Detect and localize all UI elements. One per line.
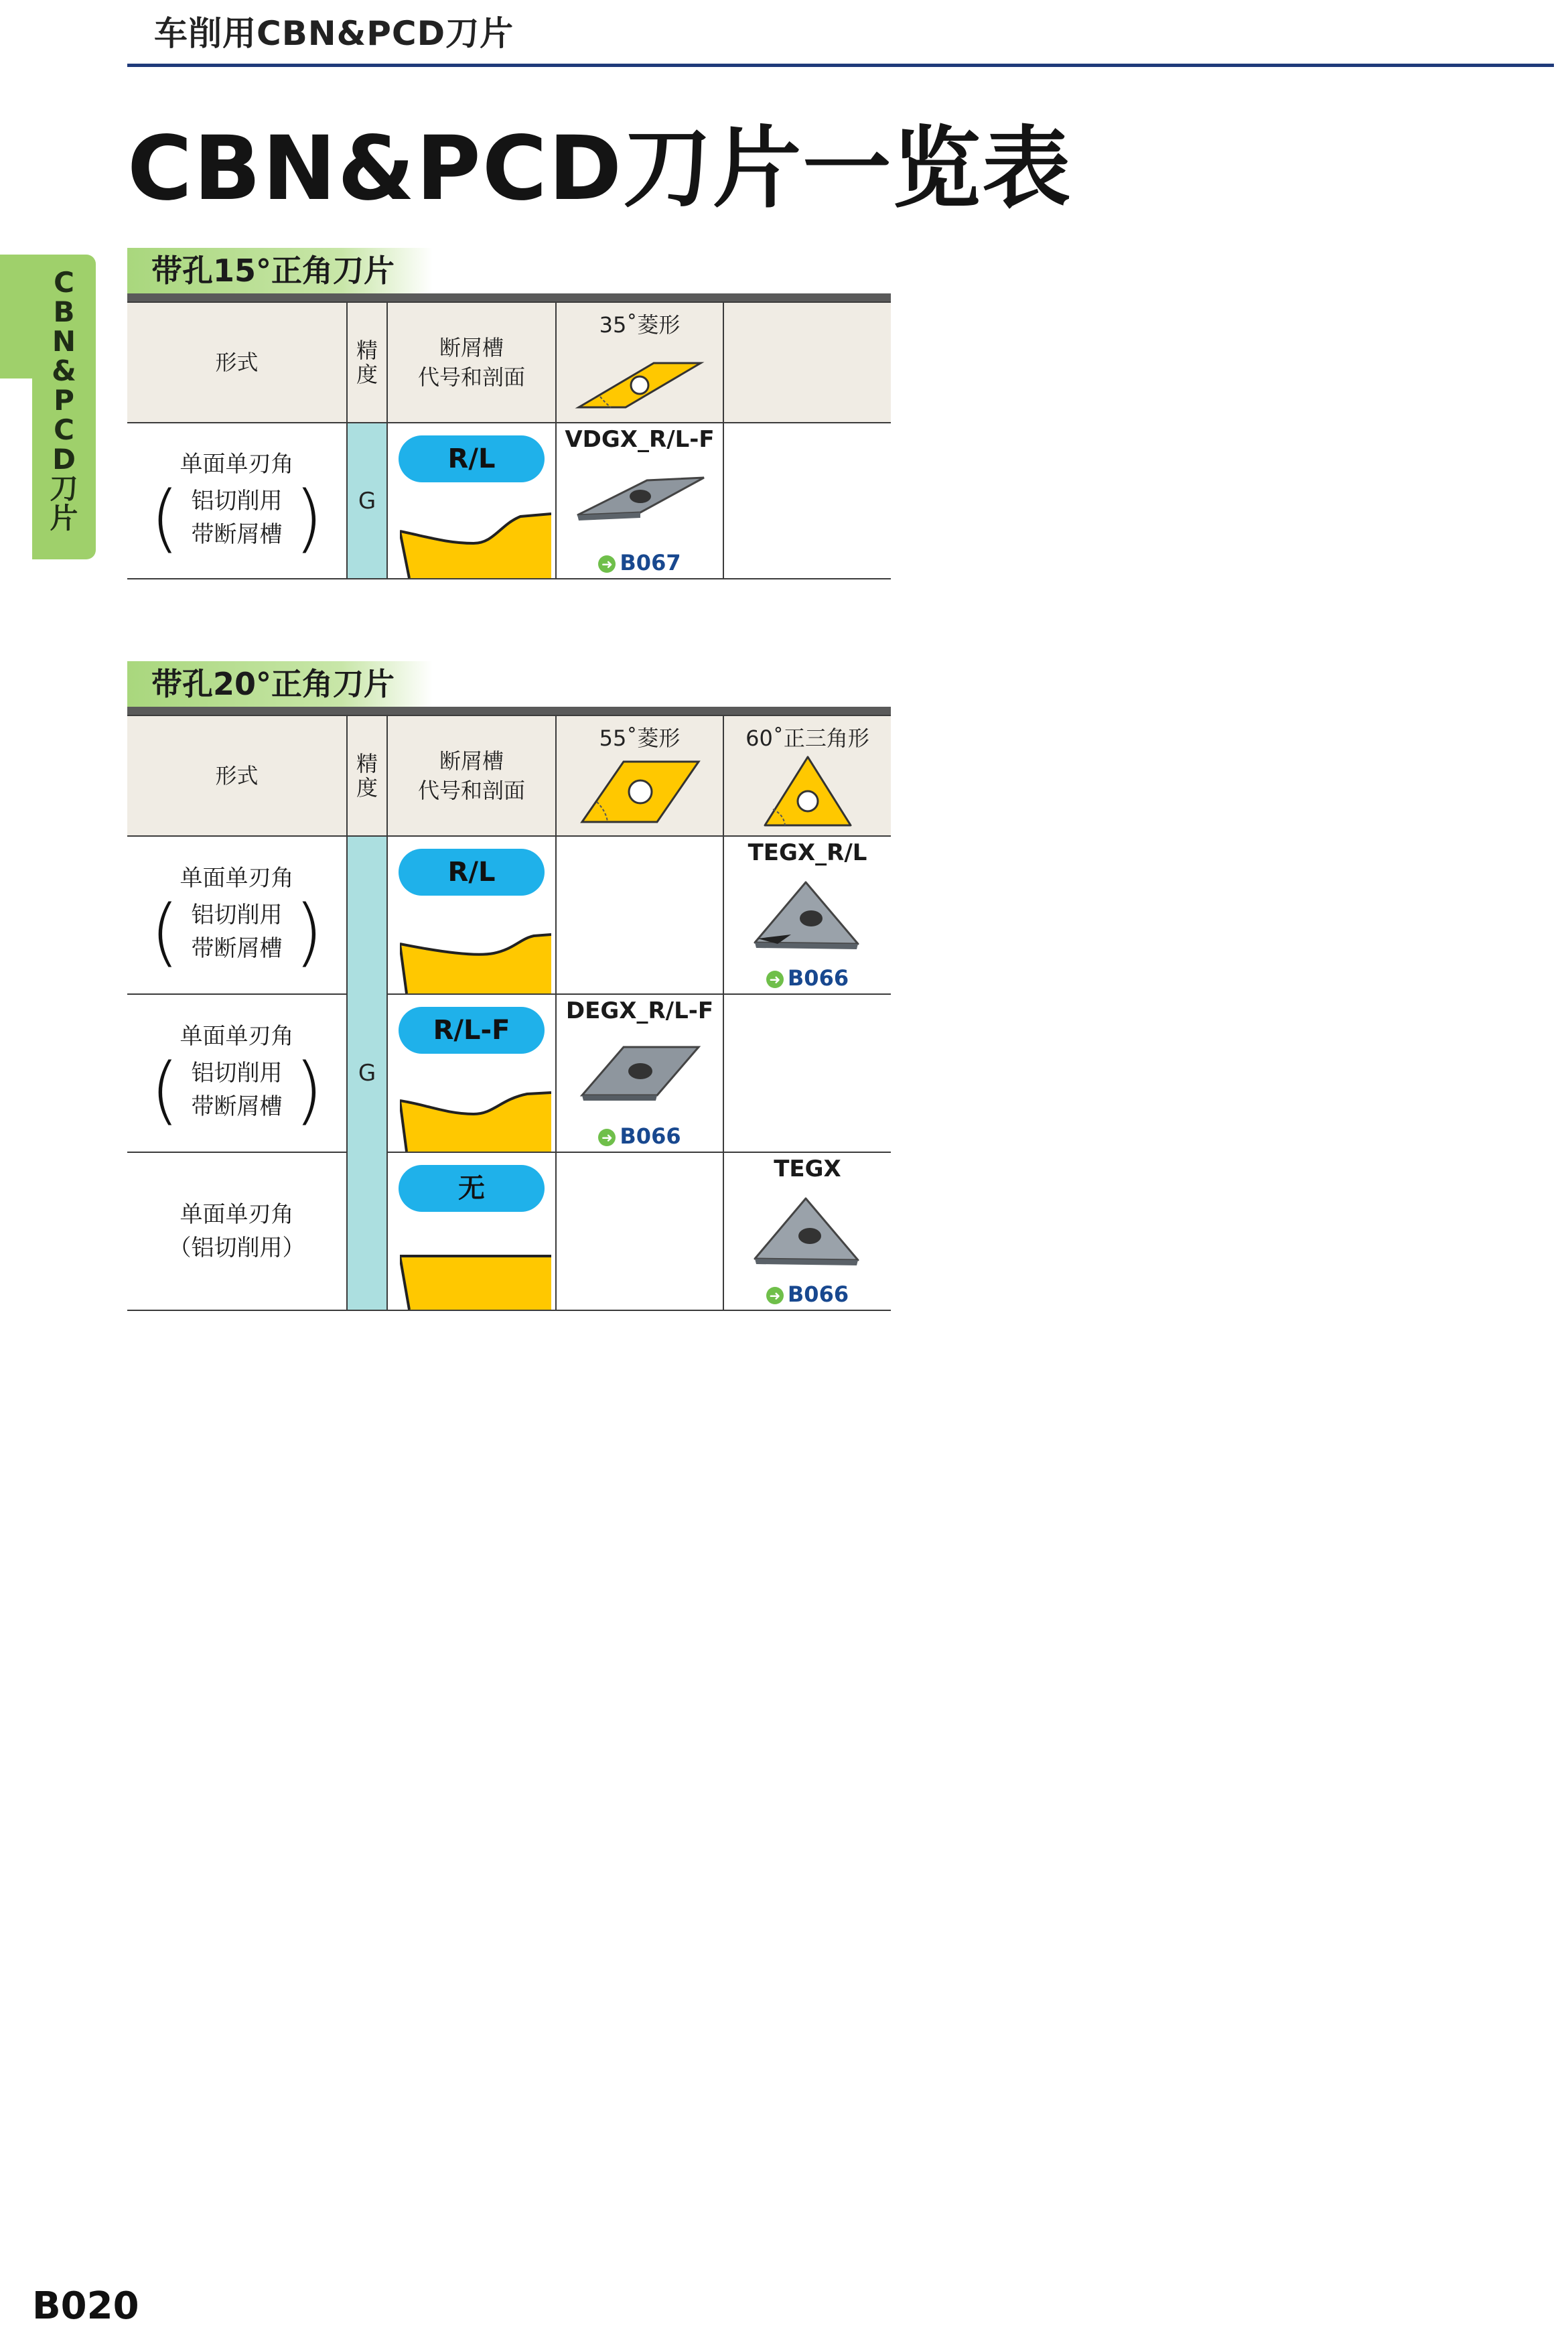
breaker-badge[interactable]: 无 xyxy=(399,1165,545,1212)
form-cell: 单面单刃角 （铝切削用） xyxy=(127,1152,347,1310)
arrow-right-icon: ➜ xyxy=(598,1129,616,1146)
breaker-cell xyxy=(387,423,556,579)
empty-cell xyxy=(556,836,723,994)
page-number: B020 xyxy=(32,2284,139,2328)
page-title: CBN&PCD刀片一览表 xyxy=(127,117,1072,220)
precision-cell: G xyxy=(347,836,387,1310)
header-shape-55: 55˚菱形 xyxy=(556,715,723,836)
precision-cell: G xyxy=(347,423,387,579)
header-rule xyxy=(127,64,1554,67)
arrow-right-icon: ➜ xyxy=(766,971,784,988)
section1-table xyxy=(127,301,891,579)
chipbreaker-profile-icon xyxy=(400,1243,551,1310)
header-breaker: 断屑槽 代号和剖面 xyxy=(387,715,556,836)
insert-cell-tegx-rl[interactable]: TEGX_R/L ➜ B066 xyxy=(723,836,891,994)
section1-header xyxy=(127,248,891,301)
rhombus-35-icon xyxy=(573,355,707,415)
insert-image-tegx xyxy=(751,1194,865,1268)
ref-link[interactable]: ➜ B066 xyxy=(724,965,891,991)
header-precision: 精 度 xyxy=(347,302,387,423)
ref-link[interactable]: ➜ B066 xyxy=(724,1282,891,1307)
form-cell: 单面单刃角 ( 铝切削用 带断屑槽 ) xyxy=(127,423,347,579)
chipbreaker-profile-icon xyxy=(400,926,551,993)
header-form: 形式 xyxy=(127,715,347,836)
empty-cell xyxy=(723,423,891,579)
section2-table xyxy=(127,715,891,1311)
side-tab-notch xyxy=(0,255,32,378)
arrow-right-icon: ➜ xyxy=(598,555,616,573)
empty-cell xyxy=(556,1152,723,1310)
insert-cell-degx[interactable]: DEGX_R/L-F ➜ B066 xyxy=(556,994,723,1152)
triangle-60-icon xyxy=(761,753,855,830)
insert-cell-vdgx[interactable]: VDGX_R/L-F ➜ B067 xyxy=(556,423,723,579)
insert-cell-tegx[interactable]: TEGX ➜ B066 xyxy=(723,1152,891,1310)
form-cell: 单面单刃角 ( 铝切削用 带断屑槽 ) xyxy=(127,994,347,1152)
chipbreaker-profile-icon xyxy=(400,1085,551,1152)
empty-cell xyxy=(723,994,891,1152)
section2-label: 带孔20°正角刀片 xyxy=(127,661,433,707)
breaker-badge[interactable]: R/L-F xyxy=(399,1007,545,1054)
rhombus-55-icon xyxy=(577,755,704,829)
section1-label: 带孔15°正角刀片 xyxy=(127,248,433,293)
breaker-badge[interactable]: R/L xyxy=(399,435,545,482)
header-breaker: 断屑槽 代号和剖面 xyxy=(387,302,556,423)
breaker-badge[interactable]: R/L xyxy=(399,849,545,896)
side-tab-label: C B N & P C D 刀 片 xyxy=(50,266,78,535)
section2-header xyxy=(127,661,891,715)
insert-image-tegx-rl xyxy=(751,878,865,952)
insert-image-vdgx xyxy=(573,474,707,527)
ref-link[interactable]: ➜ B066 xyxy=(557,1123,723,1149)
section1-bar xyxy=(127,293,891,301)
ref-link[interactable]: ➜ B067 xyxy=(557,550,723,575)
form-cell: 单面单刃角 ( 铝切削用 带断屑槽 ) xyxy=(127,836,347,994)
header-shape-60: 60˚正三角形 xyxy=(723,715,891,836)
insert-image-degx xyxy=(577,1040,704,1107)
breaker-cell xyxy=(387,836,556,994)
header-precision: 精 度 xyxy=(347,715,387,836)
header-empty xyxy=(723,302,891,423)
page-subtitle: 车削用CBN&PCD刀片 xyxy=(154,14,514,53)
header-form: 形式 xyxy=(127,302,347,423)
arrow-right-icon: ➜ xyxy=(766,1287,784,1304)
header-shape-35: 35˚菱形 xyxy=(556,302,723,423)
section2-bar xyxy=(127,707,891,715)
breaker-cell xyxy=(387,1152,556,1310)
chipbreaker-profile-icon xyxy=(400,511,551,578)
breaker-cell xyxy=(387,994,556,1152)
